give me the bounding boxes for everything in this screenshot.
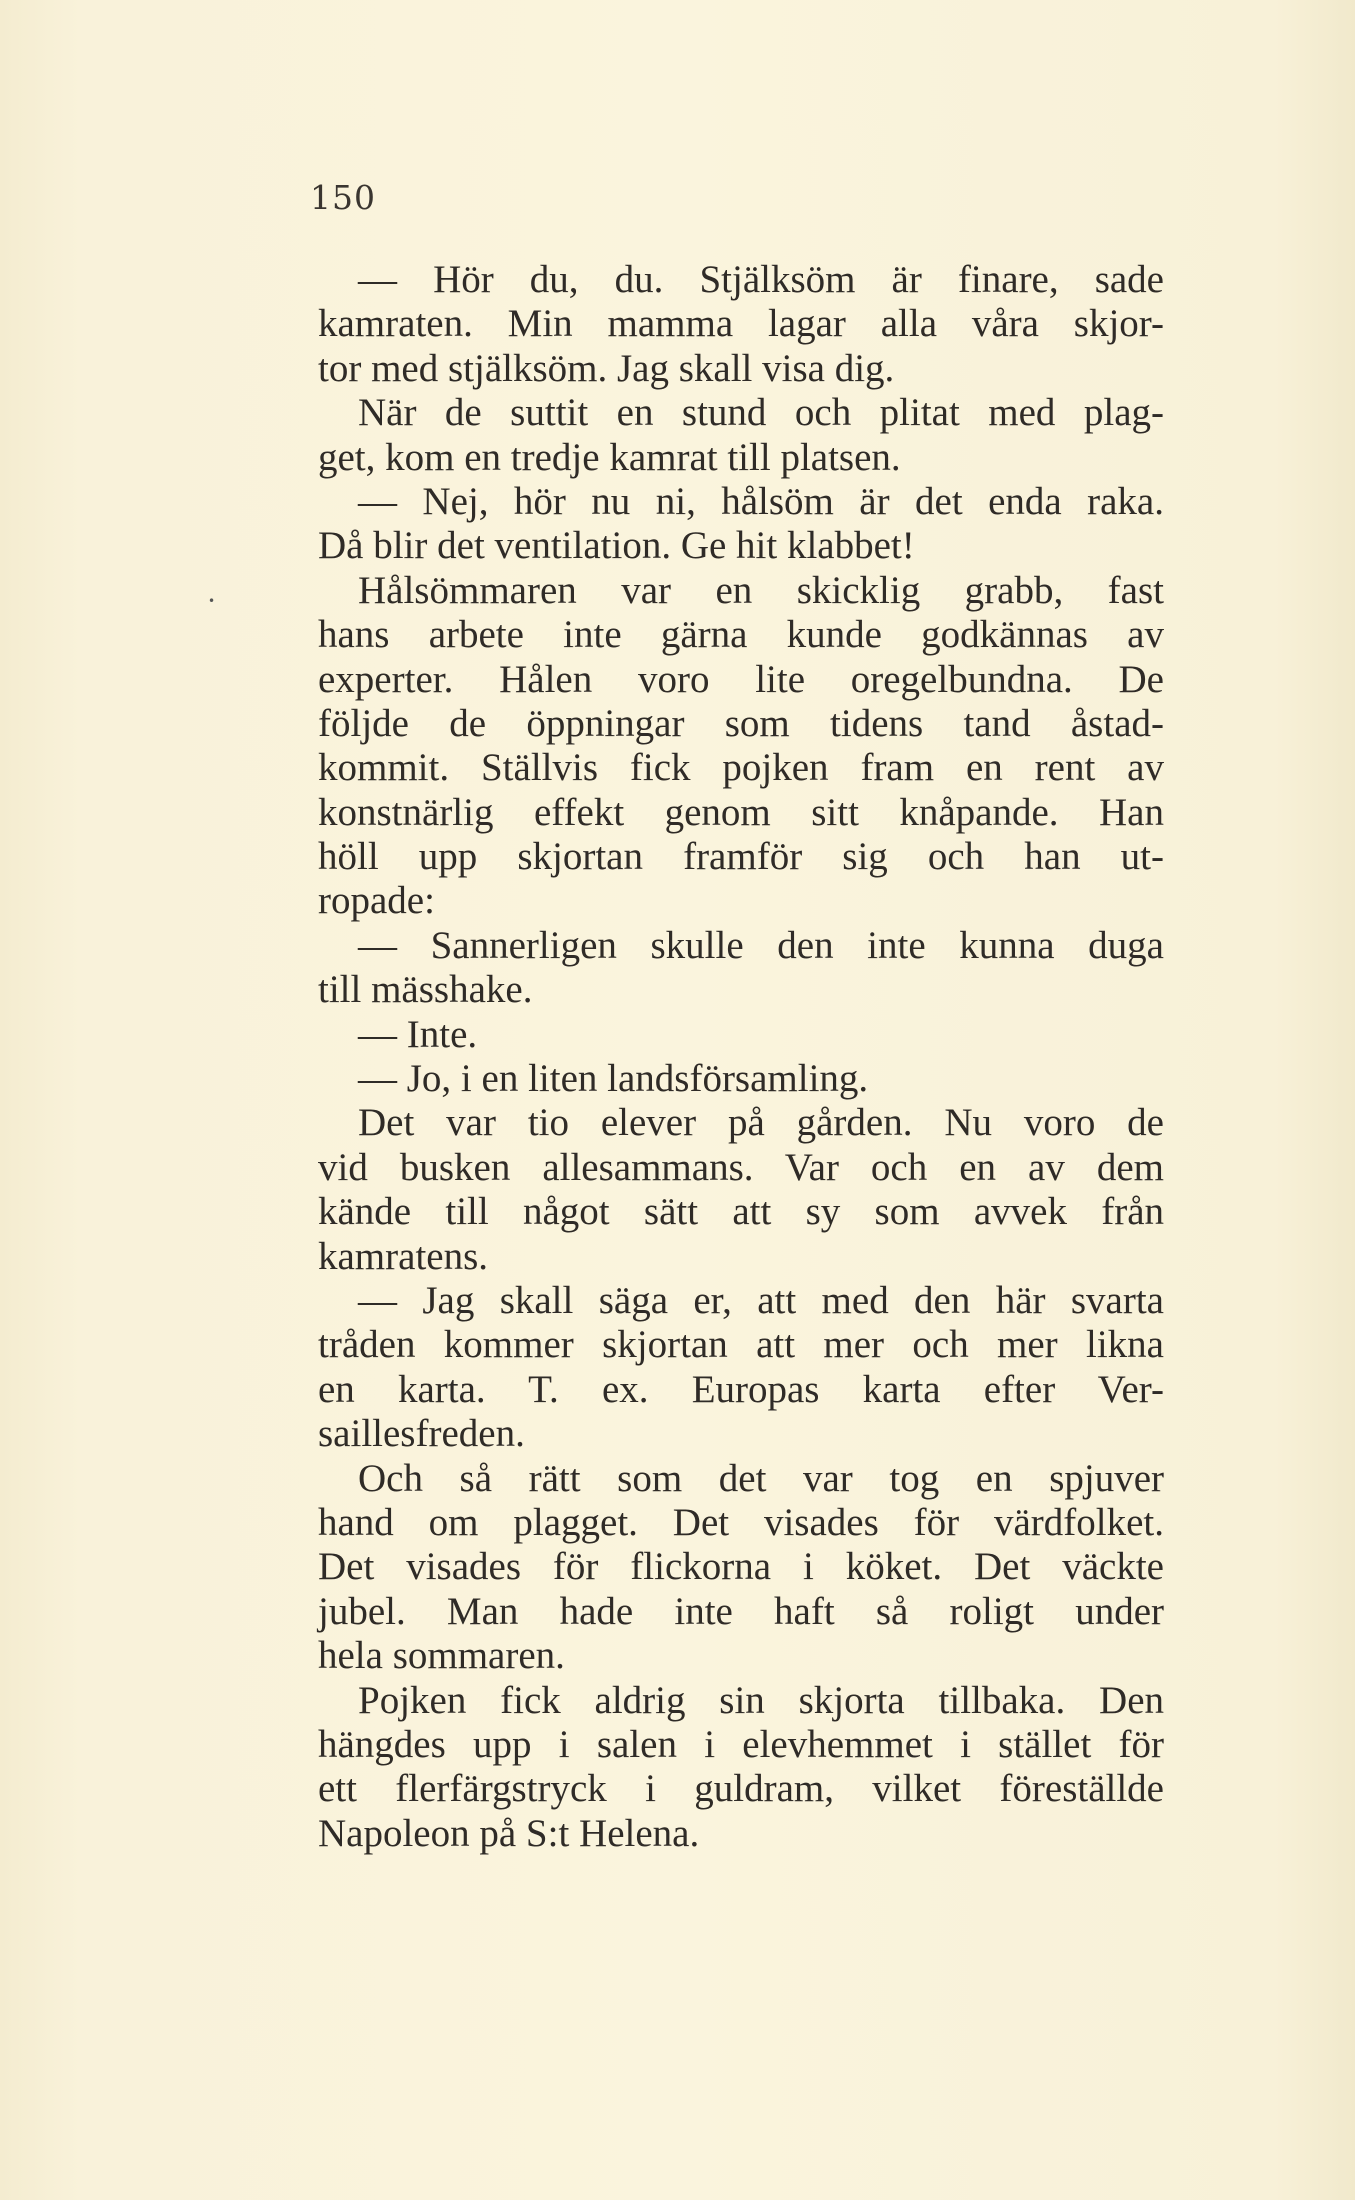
text-line: Det var tio elever på gården. Nu voro de [358, 1101, 1164, 1145]
text-line: hängdes upp i salen i elevhemmet i stället för [318, 1722, 1164, 1766]
margin-mark: • [208, 594, 216, 608]
text-line: hand om plagget. Det visades för värdfolket. [318, 1500, 1164, 1544]
text-line: kamratens. [318, 1234, 489, 1278]
text-line: höll upp skjortan framför sig och han ut- [318, 835, 1164, 879]
text-line: — Jo, i en liten landsförsamling. [358, 1057, 869, 1101]
text-line: hela sommaren. [318, 1634, 565, 1678]
text-line: jubel. Man hade inte haft så roligt under [318, 1589, 1164, 1633]
text-line: tråden kommer skjortan att mer och mer likna [318, 1323, 1164, 1367]
text-line: ropade: [318, 879, 435, 923]
text-line: — Hör du, du. Stjälksöm är finare, sade [358, 258, 1164, 301]
text-line: Och så rätt som det var tog en spjuver [358, 1456, 1164, 1500]
text-line: saillesfreden. [318, 1412, 525, 1456]
text-line: hans arbete inte gärna kunde godkännas av [318, 613, 1164, 657]
text-line: experter. Hålen voro lite oregelbundna. De [318, 657, 1164, 701]
text-line: Napoleon på S:t Helena. [318, 1811, 700, 1855]
text-line: till mässhake. [318, 968, 533, 1012]
text-line: Då blir det ventilation. Ge hit klabbet! [318, 524, 915, 568]
text-line: kommit. Ställvis fick pojken fram en rent av [318, 746, 1164, 790]
text-line: Hålsömmaren var en skicklig grabb, fast [358, 568, 1164, 612]
text-line: Pojken fick aldrig sin skjorta tillbaka. Den [358, 1678, 1164, 1722]
text-line: — Nej, hör nu ni, hålsöm är det enda raka. [358, 479, 1164, 523]
text-line: get, kom en tredje kamrat till platsen. [318, 435, 901, 479]
text-line: en karta. T. ex. Europas karta efter Ver- [318, 1367, 1164, 1411]
text-line: kände till något sätt att sy som avvek från [318, 1190, 1164, 1234]
text-line: — Inte. [358, 1012, 478, 1056]
text-line: — Sannerligen skulle den inte kunna duga [358, 923, 1164, 967]
text-line: — Jag skall säga er, att med den här svarta [358, 1278, 1164, 1322]
text-line: vid busken allesammans. Var och en av dem [318, 1145, 1164, 1189]
page-number: 150 [310, 178, 376, 217]
text-line: följde de öppningar som tidens tand åstad- [318, 701, 1164, 745]
body-text [318, 258, 1164, 1856]
text-line: tor med stjälksöm. Jag skall visa dig. [318, 346, 895, 390]
text-line: konstnärlig effekt genom sitt knåpande. Han [318, 790, 1164, 834]
text-line: kamraten. Min mamma lagar alla våra skjor- [318, 302, 1164, 346]
text-line: ett flerfärgstryck i guldram, vilket föreställde [318, 1767, 1164, 1811]
text-line: Det visades för flickorna i köket. Det väckte [318, 1545, 1164, 1589]
text-line: När de suttit en stund och plitat med plag- [358, 391, 1164, 435]
